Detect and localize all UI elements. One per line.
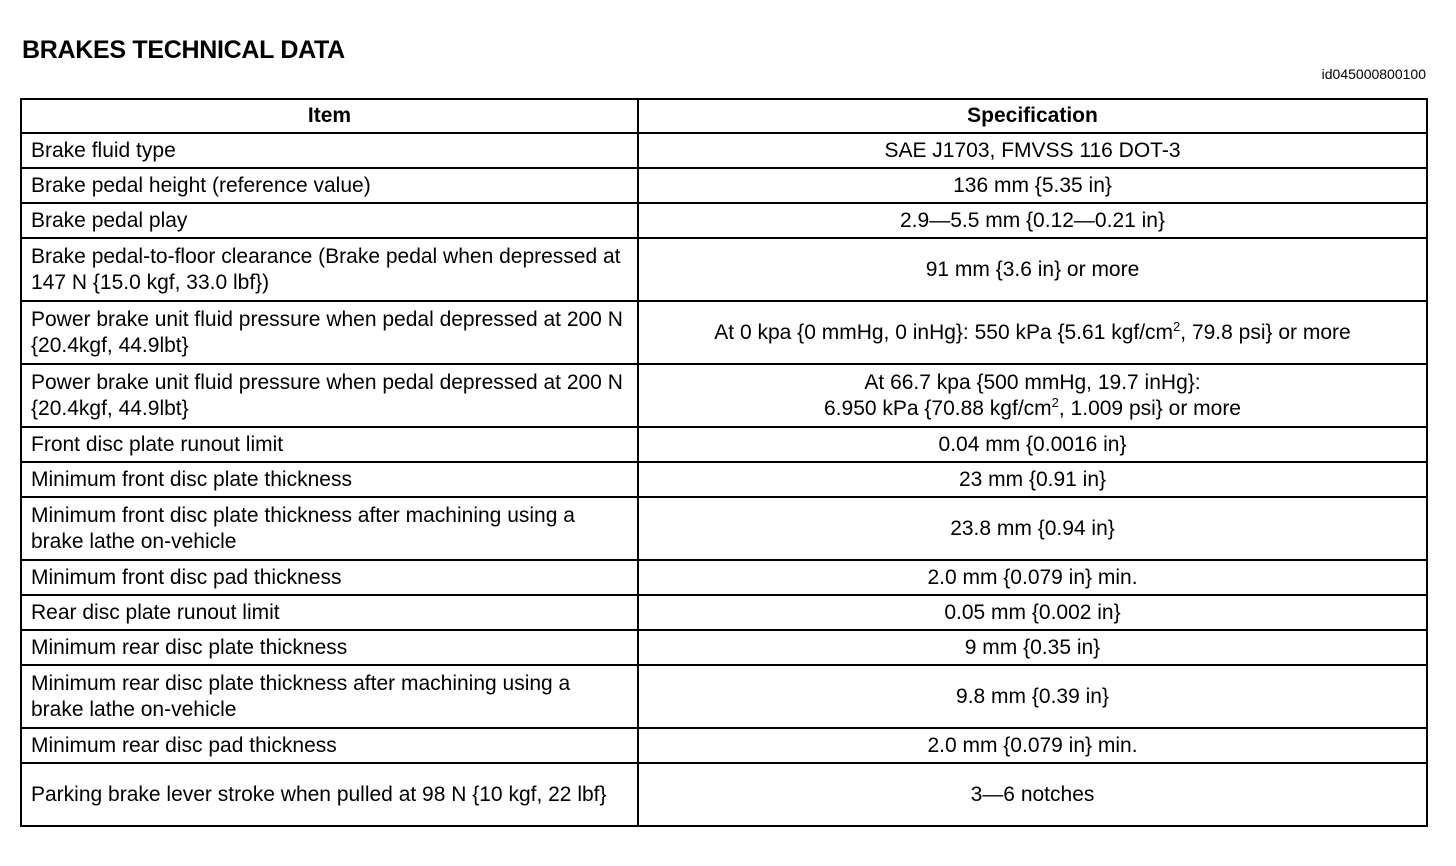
spec-cell: 3—6 notches <box>638 763 1427 826</box>
table-row <box>21 665 1427 728</box>
item-cell: Brake fluid type <box>21 133 638 168</box>
table-row <box>21 630 1427 665</box>
spec-cell: 136 mm {5.35 in} <box>638 168 1427 203</box>
item-cell: Rear disc plate runout limit <box>21 595 638 630</box>
spec-cell: 91 mm {3.6 in} or more <box>638 238 1427 301</box>
table-row <box>21 133 1427 168</box>
item-cell: Minimum front disc plate thickness after machining using a brake lathe on-vehicle <box>21 497 638 560</box>
item-cell: Front disc plate runout limit <box>21 427 638 462</box>
item-cell: Power brake unit fluid pressure when pedal depressed at 200 N {20.4kgf, 44.9lbt} <box>21 301 638 364</box>
header-item: Item <box>21 99 638 133</box>
document-title: BRAKES TECHNICAL DATA <box>22 36 345 64</box>
spec-line <box>648 396 1417 422</box>
spec-text: , 1.009 psi} or more <box>1058 396 1241 420</box>
table-row <box>21 301 1427 364</box>
spec-cell <box>638 364 1427 427</box>
spec-cell: 9.8 mm {0.39 in} <box>638 665 1427 728</box>
item-cell: Power brake unit fluid pressure when pedal depressed at 200 N {20.4kgf, 44.9lbt} <box>21 364 638 427</box>
header-specification: Specification <box>638 99 1427 133</box>
spec-text: , 79.8 psi} or more <box>1180 320 1351 344</box>
spec-cell: 2.0 mm {0.079 in} min. <box>638 728 1427 763</box>
item-cell: Minimum rear disc plate thickness <box>21 630 638 665</box>
table-row <box>21 728 1427 763</box>
table-row <box>21 364 1427 427</box>
table-row <box>21 427 1427 462</box>
table-row <box>21 497 1427 560</box>
spec-cell: 9 mm {0.35 in} <box>638 630 1427 665</box>
item-cell: Brake pedal play <box>21 203 638 238</box>
spec-text: 6.950 kPa {70.88 kgf/cm <box>824 396 1052 420</box>
table-row <box>21 168 1427 203</box>
item-cell: Minimum front disc pad thickness <box>21 560 638 595</box>
document-id: id045000800100 <box>1321 66 1426 82</box>
item-cell: Parking brake lever stroke when pulled at 98 N {10 kgf, 22 lbf} <box>21 763 638 826</box>
table-row <box>21 763 1427 826</box>
spec-text: At 0 kpa {0 mmHg, 0 inHg}: 550 kPa {5.61 kgf/cm <box>714 320 1174 344</box>
table-row <box>21 560 1427 595</box>
spec-cell: 2.9—5.5 mm {0.12—0.21 in} <box>638 203 1427 238</box>
spec-cell: 2.0 mm {0.079 in} min. <box>638 560 1427 595</box>
table-header-row <box>21 99 1427 133</box>
spec-cell: 23.8 mm {0.94 in} <box>638 497 1427 560</box>
spec-line: At 66.7 kpa {500 mmHg, 19.7 inHg}: <box>864 370 1201 394</box>
item-cell: Minimum front disc plate thickness <box>21 462 638 497</box>
spec-cell: 0.05 mm {0.002 in} <box>638 595 1427 630</box>
brakes-spec-table <box>20 98 1428 827</box>
superscript: 2 <box>1051 394 1059 410</box>
spec-cell: 23 mm {0.91 in} <box>638 462 1427 497</box>
spec-cell: 0.04 mm {0.0016 in} <box>638 427 1427 462</box>
item-cell: Brake pedal-to-floor clearance (Brake pedal when depressed at 147 N {15.0 kgf, 33.0 lbf}) <box>21 238 638 301</box>
superscript: 2 <box>1173 318 1181 334</box>
spec-cell: SAE J1703, FMVSS 116 DOT-3 <box>638 133 1427 168</box>
table-row <box>21 595 1427 630</box>
item-cell: Brake pedal height (reference value) <box>21 168 638 203</box>
item-cell: Minimum rear disc pad thickness <box>21 728 638 763</box>
item-cell: Minimum rear disc plate thickness after machining using a brake lathe on-vehicle <box>21 665 638 728</box>
table-row <box>21 462 1427 497</box>
table-row <box>21 238 1427 301</box>
spec-cell <box>638 301 1427 364</box>
table-row <box>21 203 1427 238</box>
